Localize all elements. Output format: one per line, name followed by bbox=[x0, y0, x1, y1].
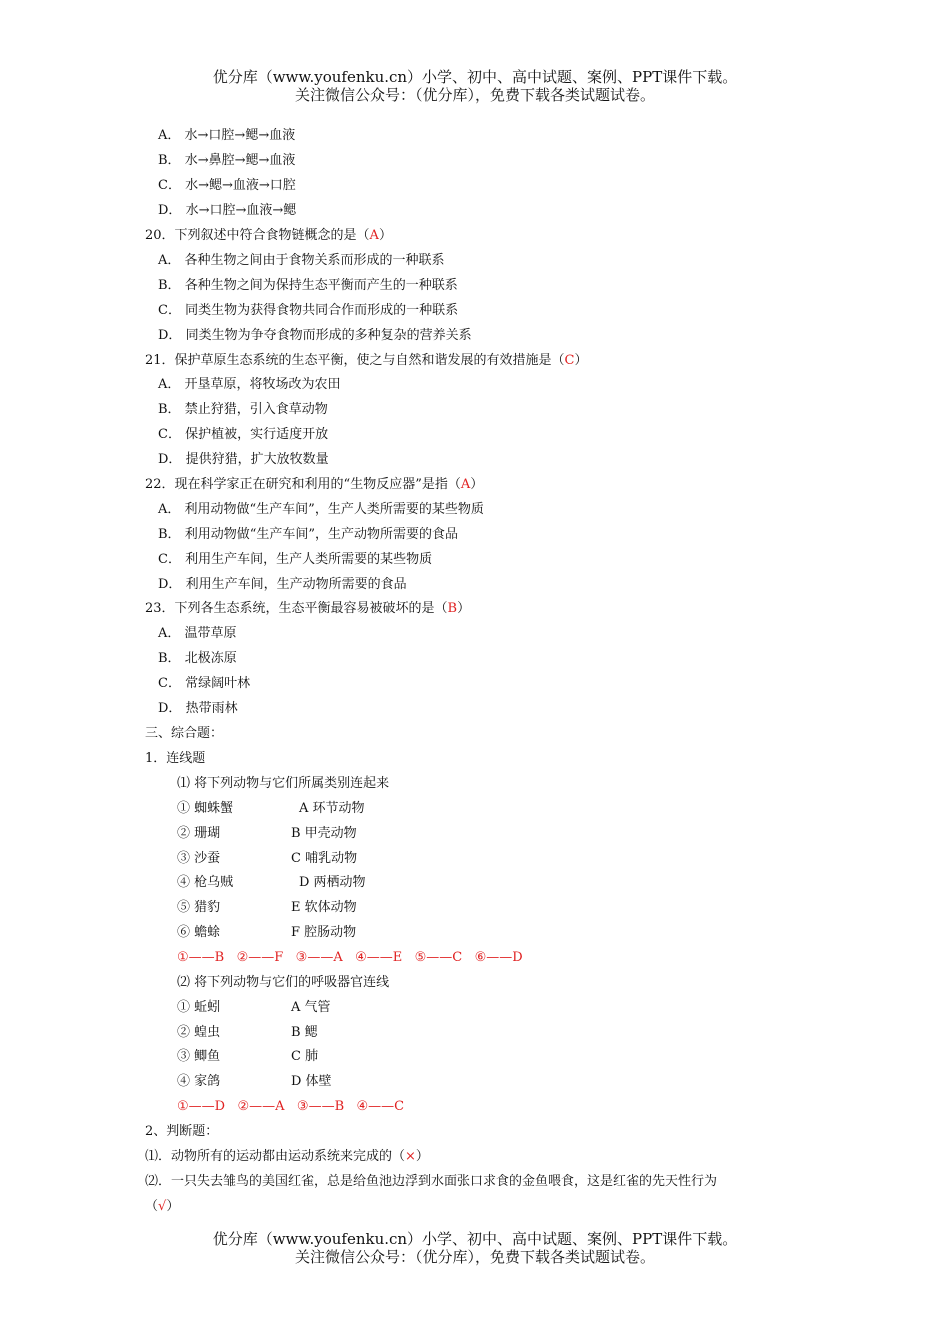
q19-option-a: A． 水→口腔→鳃→血液 bbox=[158, 128, 296, 143]
part1-right-6: F 腔肠动物 bbox=[291, 925, 357, 940]
part2-right-1: A 气管 bbox=[291, 1000, 331, 1015]
part2-right-4: D 体壁 bbox=[291, 1074, 332, 1089]
q21-option-b: B． 禁止狩猎，引入食草动物 bbox=[158, 402, 328, 417]
q1-title: 1．连线题 bbox=[145, 751, 206, 766]
section3-title: 三、综合题： bbox=[145, 726, 224, 741]
q22-option-a: A． 利用动物做“生产车间”，生产人类所需要的某些物质 bbox=[158, 502, 484, 517]
q22-answer: A bbox=[460, 477, 471, 492]
page-footer-line1: 优分库（www.youfenku.cn）小学、初中、高中试题、案例、PPT课件下载。 bbox=[212, 1230, 738, 1248]
part2-prompt: ⑵ 将下列动物与它们的呼吸器官连线 bbox=[177, 975, 390, 990]
part1-left-4: ④ 枪乌贼 bbox=[177, 875, 234, 890]
part1-left-1: ① 蜘蛛蟹 bbox=[177, 801, 234, 816]
part2-left-1: ① 蚯蚓 bbox=[177, 1000, 221, 1015]
part1-right-2: B 甲壳动物 bbox=[291, 826, 357, 841]
q19-option-b: B． 水→鼻腔→鳃→血液 bbox=[158, 153, 296, 168]
q21-option-d: D． 提供狩猎，扩大放牧数量 bbox=[158, 452, 329, 467]
part1-prompt: ⑴ 将下列动物与它们所属类别连起来 bbox=[177, 776, 390, 791]
q19-option-c: C． 水→鳃→血液→口腔 bbox=[158, 178, 296, 193]
judge-2: ⑵．一只失去雏鸟的美国红雀，总是给鱼池边浮到水面张口求食的金鱼喂食，这是红雀的先天性行为 bbox=[145, 1174, 718, 1189]
q23-option-b: B． 北极冻原 bbox=[158, 651, 237, 666]
part2-right-2: B 鳃 bbox=[291, 1025, 318, 1040]
part1-left-5: ⑤ 猎豹 bbox=[177, 900, 221, 915]
q20-option-a: A． 各种生物之间由于食物关系而形成的一种联系 bbox=[158, 253, 445, 268]
q21-answer: C bbox=[564, 353, 575, 368]
q22-option-d: D． 利用生产车间，生产动物所需要的食品 bbox=[158, 577, 407, 592]
part2-left-2: ② 蝗虫 bbox=[177, 1025, 221, 1040]
q22-option-c: C． 利用生产车间，生产人类所需要的某些物质 bbox=[158, 552, 433, 567]
part1-answer: ①——B ②——F ③——A ④——E ⑤——C ⑥——D bbox=[177, 950, 523, 965]
q19-option-d: D． 水→口腔→血液→鳃 bbox=[158, 203, 297, 218]
q23-option-a: A． 温带草原 bbox=[158, 626, 237, 641]
page-footer-line2: 关注微信公众号：（优分库），免费下载各类试题试卷。 bbox=[294, 1248, 655, 1266]
q20-option-c: C． 同类生物为获得食物共同合作而形成的一种联系 bbox=[158, 303, 459, 318]
part1-right-5: E 软体动物 bbox=[291, 900, 357, 915]
q21-stem: 21．保护草原生态系统的生态平衡，使之与自然和谐发展的有效措施是（C） bbox=[145, 353, 588, 368]
q20-stem: 20．下列叙述中符合食物链概念的是（A） bbox=[145, 228, 392, 243]
q23-option-c: C． 常绿阔叶林 bbox=[158, 676, 251, 691]
q20-option-b: B． 各种生物之间为保持生态平衡而产生的一种联系 bbox=[158, 278, 458, 293]
part1-left-3: ③ 沙蚕 bbox=[177, 851, 221, 866]
part1-left-2: ② 珊瑚 bbox=[177, 826, 221, 841]
part1-right-3: C 哺乳动物 bbox=[291, 851, 358, 866]
part2-left-4: ④ 家鸽 bbox=[177, 1074, 221, 1089]
q2-title: 2、判断题： bbox=[145, 1124, 219, 1139]
part2-left-3: ③ 鲫鱼 bbox=[177, 1049, 221, 1064]
part1-right-4: D 两栖动物 bbox=[299, 875, 366, 890]
q21-option-a: A． 开垦草原，将牧场改为农田 bbox=[158, 377, 341, 392]
part2-answer: ①——D ②——A ③——B ④——C bbox=[177, 1099, 405, 1114]
judge-1: ⑴．动物所有的运动都由运动系统来完成的（×） bbox=[145, 1149, 429, 1164]
judge-2-answer: √ bbox=[158, 1199, 167, 1214]
q20-answer: A bbox=[369, 228, 379, 243]
q23-answer: B bbox=[447, 601, 458, 616]
q20-option-d: D． 同类生物为争夺食物而形成的多种复杂的营养关系 bbox=[158, 328, 472, 343]
page-header-line2: 关注微信公众号：（优分库），免费下载各类试题试卷。 bbox=[294, 86, 655, 104]
q22-option-b: B． 利用动物做“生产车间”，生产动物所需要的食品 bbox=[158, 527, 458, 542]
judge-1-answer: × bbox=[405, 1149, 416, 1164]
q23-stem: 23．下列各生态系统，生态平衡最容易被破坏的是（B） bbox=[145, 601, 471, 616]
part2-right-3: C 肺 bbox=[291, 1049, 319, 1064]
page-header-line1: 优分库（www.youfenku.cn）小学、初中、高中试题、案例、PPT课件下载。 bbox=[212, 68, 738, 86]
part1-left-6: ⑥ 蟾蜍 bbox=[177, 925, 221, 940]
q21-option-c: C． 保护植被，实行适度开放 bbox=[158, 427, 329, 442]
part1-right-1: A 环节动物 bbox=[299, 801, 365, 816]
q22-stem: 22．现在科学家正在研究和利用的“生物反应器”是指（A） bbox=[145, 477, 484, 492]
judge-2-answer-line: （√） bbox=[145, 1199, 180, 1214]
q23-option-d: D． 热带雨林 bbox=[158, 701, 238, 716]
